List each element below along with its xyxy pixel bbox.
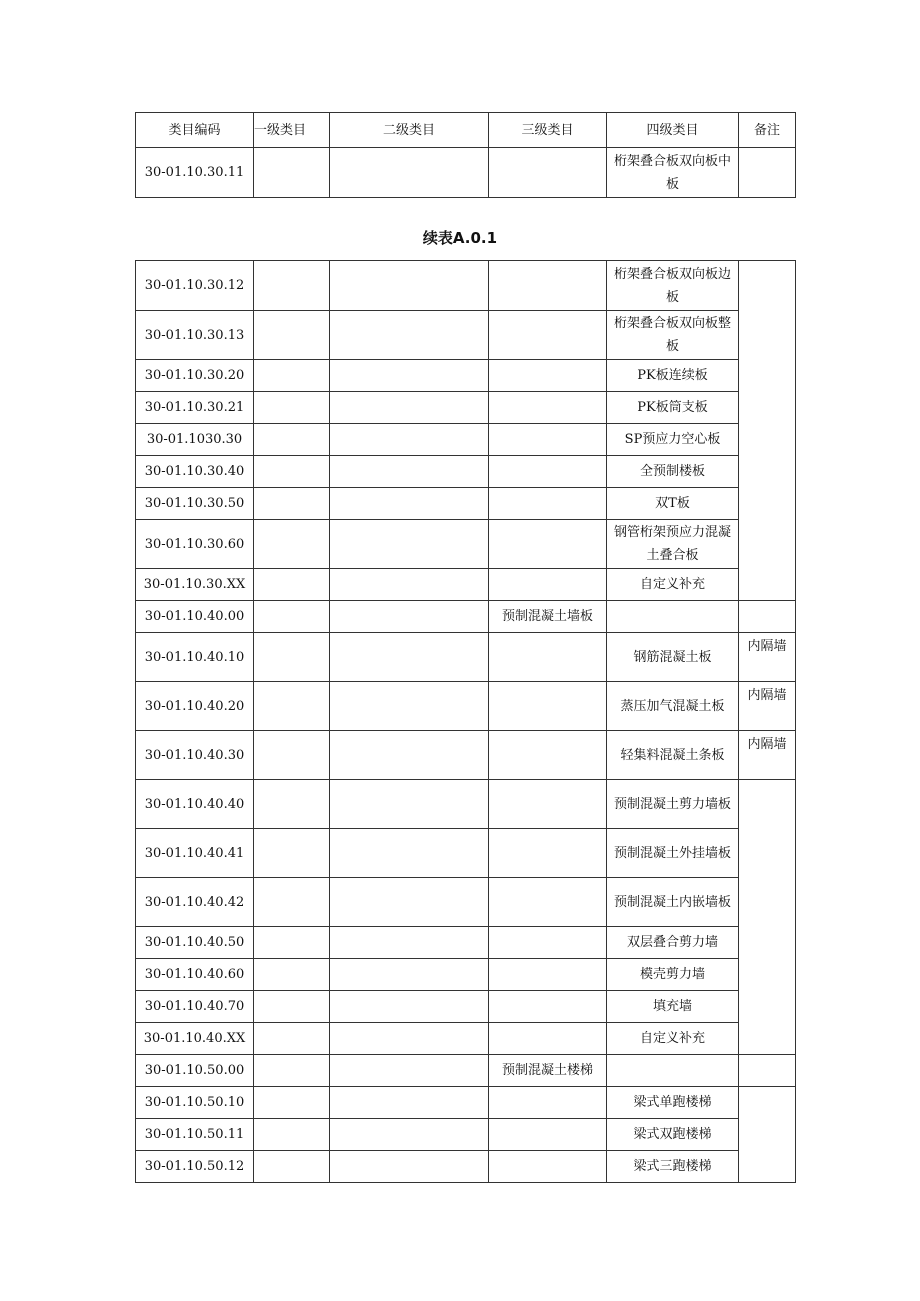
row-code: 30-01.10.30.XX <box>136 569 254 601</box>
table-row <box>136 424 796 456</box>
table-row <box>136 148 796 198</box>
row-level1 <box>254 261 330 311</box>
row-level1 <box>254 991 330 1023</box>
row-level1 <box>254 456 330 488</box>
row-code: 30-01.10.40.60 <box>136 959 254 991</box>
row-code: 30-01.10.30.13 <box>136 311 254 360</box>
table-row <box>136 488 796 520</box>
row-code: 30-01.10.40.70 <box>136 991 254 1023</box>
row-level4 <box>607 601 739 633</box>
row-level2 <box>330 959 489 991</box>
row-code: 30-01.10.50.00 <box>136 1055 254 1087</box>
row-code: 30-01.10.40.00 <box>136 601 254 633</box>
row-level2 <box>330 1151 489 1183</box>
row-level1 <box>254 780 330 829</box>
row-level4: 双层叠合剪力墙 <box>607 927 739 959</box>
row-note <box>739 1055 796 1087</box>
row-note: 内隔墙 <box>739 633 796 682</box>
row-level4: 蒸压加气混凝土板 <box>607 682 739 731</box>
row-level3: 预制混凝土楼梯 <box>489 1055 607 1087</box>
row-level3 <box>489 1023 607 1055</box>
table-row <box>136 959 796 991</box>
row-level2 <box>330 456 489 488</box>
table-row <box>136 682 796 731</box>
row-level1 <box>254 360 330 392</box>
table-row <box>136 601 796 633</box>
row-level3 <box>489 424 607 456</box>
table-row <box>136 633 796 682</box>
row-level4: PK板筒支板 <box>607 392 739 424</box>
row-level1 <box>254 311 330 360</box>
continued-table <box>135 260 796 1183</box>
row-level2 <box>330 780 489 829</box>
row-note: 内隔墙 <box>739 682 796 731</box>
row-level1 <box>254 878 330 927</box>
row-level1 <box>254 633 330 682</box>
row-level3 <box>489 829 607 878</box>
row-level4: 预制混凝土内嵌墙板 <box>607 878 739 927</box>
row-level4: 桁架叠合板双向板中板 <box>607 148 739 198</box>
row-code: 30-01.10.40.20 <box>136 682 254 731</box>
row-code: 30-01.10.30.40 <box>136 456 254 488</box>
row-level4: 预制混凝土外挂墙板 <box>607 829 739 878</box>
row-level1 <box>254 682 330 731</box>
table-row <box>136 991 796 1023</box>
row-level1 <box>254 731 330 780</box>
row-level3 <box>489 148 607 198</box>
row-level3 <box>489 360 607 392</box>
row-level1 <box>254 959 330 991</box>
row-level4: 双T板 <box>607 488 739 520</box>
row-level2 <box>330 927 489 959</box>
row-code: 30-01.10.50.10 <box>136 1087 254 1119</box>
row-level2 <box>330 1087 489 1119</box>
row-level3 <box>489 682 607 731</box>
row-level1 <box>254 927 330 959</box>
row-level3 <box>489 633 607 682</box>
row-level4: 轻集料混凝土条板 <box>607 731 739 780</box>
row-level1 <box>254 1151 330 1183</box>
row-level2 <box>330 392 489 424</box>
row-note <box>739 780 796 1055</box>
row-level3 <box>489 780 607 829</box>
row-level2 <box>330 633 489 682</box>
row-level1 <box>254 1087 330 1119</box>
row-level2 <box>330 1023 489 1055</box>
table-row <box>136 1119 796 1151</box>
row-code: 30-01.10.40.40 <box>136 780 254 829</box>
row-level3 <box>489 392 607 424</box>
row-level3 <box>489 878 607 927</box>
row-level2 <box>330 569 489 601</box>
row-level2 <box>330 682 489 731</box>
row-code: 30-01.10.50.11 <box>136 1119 254 1151</box>
header-row <box>136 113 796 148</box>
row-level4: 桁架叠合板双向板整板 <box>607 311 739 360</box>
row-level3 <box>489 261 607 311</box>
row-level2 <box>330 1055 489 1087</box>
row-level1 <box>254 1023 330 1055</box>
table-row <box>136 360 796 392</box>
header-level1: 一级类目 <box>254 113 330 148</box>
row-level2 <box>330 520 489 569</box>
row-level4: 钢管桁架预应力混凝土叠合板 <box>607 520 739 569</box>
row-level4: 桁架叠合板双向板边板 <box>607 261 739 311</box>
row-level3 <box>489 731 607 780</box>
header-level4: 四级类目 <box>607 113 739 148</box>
table-row <box>136 1087 796 1119</box>
table-row <box>136 261 796 311</box>
row-level2 <box>330 148 489 198</box>
row-level3 <box>489 1119 607 1151</box>
row-level1 <box>254 424 330 456</box>
row-note: 内隔墙 <box>739 731 796 780</box>
row-level2 <box>330 311 489 360</box>
row-level1 <box>254 392 330 424</box>
row-level4: 预制混凝土剪力墙板 <box>607 780 739 829</box>
row-level4: SP预应力空心板 <box>607 424 739 456</box>
row-code: 30-01.1030.30 <box>136 424 254 456</box>
row-code: 30-01.10.40.10 <box>136 633 254 682</box>
row-level3 <box>489 488 607 520</box>
row-level4: 模壳剪力墙 <box>607 959 739 991</box>
table-row <box>136 392 796 424</box>
row-level4: 钢筋混凝土板 <box>607 633 739 682</box>
header-note: 备注 <box>739 113 796 148</box>
row-level3 <box>489 311 607 360</box>
row-level4: 梁式双跑楼梯 <box>607 1119 739 1151</box>
row-level2 <box>330 1119 489 1151</box>
row-level3 <box>489 520 607 569</box>
header-code: 类目编码 <box>136 113 254 148</box>
row-note <box>739 601 796 633</box>
row-level3 <box>489 456 607 488</box>
table-row <box>136 1151 796 1183</box>
row-level1 <box>254 569 330 601</box>
table-row <box>136 520 796 569</box>
row-level4: 自定义补充 <box>607 1023 739 1055</box>
header-level2: 二级类目 <box>330 113 489 148</box>
row-level3 <box>489 959 607 991</box>
row-level1 <box>254 520 330 569</box>
table-row <box>136 927 796 959</box>
row-code: 30-01.10.40.41 <box>136 829 254 878</box>
table-row <box>136 456 796 488</box>
row-level1 <box>254 1119 330 1151</box>
table-row <box>136 829 796 878</box>
row-level4: 自定义补充 <box>607 569 739 601</box>
table-row <box>136 878 796 927</box>
row-level4 <box>607 1055 739 1087</box>
row-level1 <box>254 601 330 633</box>
row-level4: PK板连续板 <box>607 360 739 392</box>
row-level3 <box>489 1087 607 1119</box>
row-note <box>739 1087 796 1183</box>
row-level4: 梁式三跑楼梯 <box>607 1151 739 1183</box>
row-level3 <box>489 991 607 1023</box>
row-code: 30-01.10.30.12 <box>136 261 254 311</box>
row-level2 <box>330 360 489 392</box>
row-level1 <box>254 148 330 198</box>
row-level4: 梁式单跑楼梯 <box>607 1087 739 1119</box>
row-level1 <box>254 1055 330 1087</box>
table-row <box>136 569 796 601</box>
row-code: 30-01.10.30.11 <box>136 148 254 198</box>
row-code: 30-01.10.40.50 <box>136 927 254 959</box>
continued-table-title: 续表A.0.1 <box>422 229 498 247</box>
row-code: 30-01.10.40.42 <box>136 878 254 927</box>
row-level4: 填充墙 <box>607 991 739 1023</box>
row-level2 <box>330 878 489 927</box>
row-level3: 预制混凝土墙板 <box>489 601 607 633</box>
row-code: 30-01.10.50.12 <box>136 1151 254 1183</box>
row-level4: 全预制楼板 <box>607 456 739 488</box>
row-code: 30-01.10.40.XX <box>136 1023 254 1055</box>
row-level2 <box>330 991 489 1023</box>
header-table <box>135 112 796 198</box>
row-level2 <box>330 424 489 456</box>
row-level1 <box>254 829 330 878</box>
row-level3 <box>489 1151 607 1183</box>
row-note <box>739 148 796 198</box>
table-row <box>136 311 796 360</box>
table-row <box>136 731 796 780</box>
table-row <box>136 780 796 829</box>
row-code: 30-01.10.30.50 <box>136 488 254 520</box>
row-level3 <box>489 569 607 601</box>
continued-table-body <box>136 261 796 1183</box>
row-level2 <box>330 601 489 633</box>
row-level3 <box>489 927 607 959</box>
row-code: 30-01.10.30.21 <box>136 392 254 424</box>
table-row <box>136 1055 796 1087</box>
table-row <box>136 1023 796 1055</box>
row-note <box>739 261 796 601</box>
row-level2 <box>330 731 489 780</box>
row-code: 30-01.10.30.20 <box>136 360 254 392</box>
row-code: 30-01.10.40.30 <box>136 731 254 780</box>
row-level1 <box>254 488 330 520</box>
row-level2 <box>330 488 489 520</box>
header-level3: 三级类目 <box>489 113 607 148</box>
row-level2 <box>330 261 489 311</box>
row-level2 <box>330 829 489 878</box>
row-code: 30-01.10.30.60 <box>136 520 254 569</box>
